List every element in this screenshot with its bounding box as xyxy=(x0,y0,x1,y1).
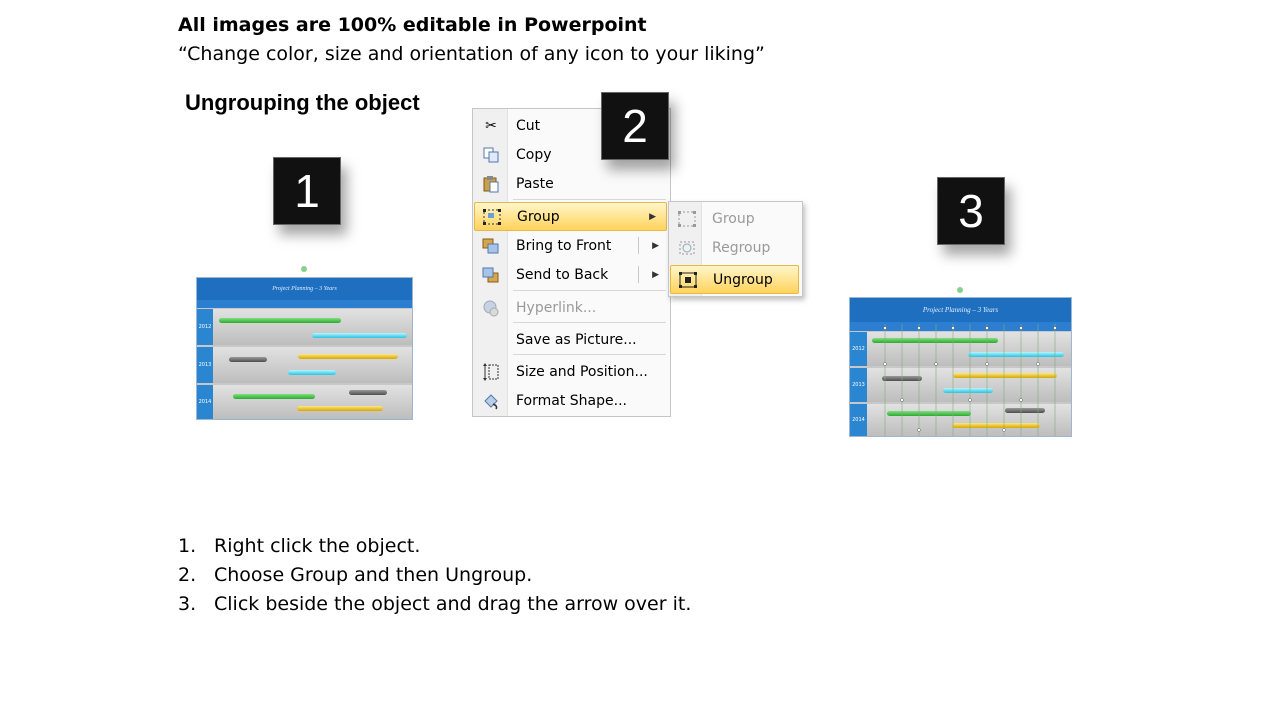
menu-item-format-shape[interactable] xyxy=(474,387,669,414)
submenu-arrow-icon: ▶ xyxy=(649,211,656,222)
step-badge-1: 1 xyxy=(273,157,341,225)
section-title: Ungrouping the object xyxy=(185,90,420,115)
gantt-year-label: 2013 xyxy=(850,368,867,402)
size-position-icon xyxy=(481,363,501,381)
hyperlink-icon xyxy=(481,299,501,317)
submenu-arrow-icon: ▶ xyxy=(652,269,659,280)
menu-item-label: Copy xyxy=(516,146,552,163)
gantt-bar xyxy=(297,406,383,411)
menu-item-label: Ungroup xyxy=(713,271,773,288)
menu-item-label: Group xyxy=(712,210,755,227)
menu-item-label: Bring to Front xyxy=(516,237,612,254)
header-subtitle: “Change color, size and orientation of any icon to your liking” xyxy=(178,43,765,65)
menu-item-label: Format Shape... xyxy=(516,392,627,409)
send-to-back-icon xyxy=(481,266,501,284)
gantt-bar xyxy=(349,390,387,395)
scissors-icon: ✂ xyxy=(485,117,497,134)
gantt-bar xyxy=(288,370,336,375)
menu-item-bring-to-front[interactable] xyxy=(474,232,669,259)
regroup-icon xyxy=(677,239,697,257)
gantt-bar xyxy=(219,318,341,323)
menu-item-size-and-position[interactable] xyxy=(474,358,669,385)
gantt-year-label: 2014 xyxy=(850,404,867,436)
gantt-year-label: 2012 xyxy=(850,332,867,366)
step-badge-2: 2 xyxy=(601,92,669,160)
menu-item-label: Regroup xyxy=(712,239,771,256)
step-badge-3: 3 xyxy=(937,177,1005,245)
gantt-bar xyxy=(229,357,267,362)
menu-item-label: Paste xyxy=(516,175,554,192)
paste-icon xyxy=(481,175,501,193)
copy-icon xyxy=(481,146,501,164)
group-icon xyxy=(482,208,502,226)
menu-item-label: Save as Picture... xyxy=(516,331,637,348)
menu-item-label: Hyperlink... xyxy=(516,299,597,316)
menu-item-label: Send to Back xyxy=(516,266,609,283)
menu-item-label: Size and Position... xyxy=(516,363,648,380)
gantt-thumbnail-grouped[interactable] xyxy=(196,277,413,420)
header-title: All images are 100% editable in Powerpoint xyxy=(178,14,647,36)
gantt-bar xyxy=(298,354,398,359)
gantt-bar xyxy=(233,394,315,399)
selection-handles xyxy=(850,298,1071,436)
menu-item-group[interactable] xyxy=(474,202,667,231)
format-shape-icon xyxy=(481,392,501,410)
submenu-item-ungroup[interactable] xyxy=(670,265,799,294)
gantt-year-label: 2014 xyxy=(197,385,213,419)
rotation-handle[interactable] xyxy=(301,266,307,272)
submenu-arrow-icon: ▶ xyxy=(652,240,659,251)
ungroup-icon xyxy=(678,271,698,289)
submenu-item-regroup[interactable] xyxy=(670,234,801,261)
group-submenu xyxy=(668,201,803,297)
menu-item-paste[interactable] xyxy=(474,170,669,197)
menu-item-label: Cut xyxy=(516,117,541,134)
group-icon xyxy=(677,210,697,228)
gantt-title: Project Planning – 3 Years xyxy=(197,278,412,300)
menu-item-save-as-picture[interactable] xyxy=(474,326,669,353)
gantt-year-label: 2013 xyxy=(197,347,213,383)
bring-to-front-icon xyxy=(481,237,501,255)
rotation-handle[interactable] xyxy=(957,287,963,293)
gantt-title: Project Planning – 3 Years xyxy=(850,298,1071,322)
menu-item-send-to-back[interactable] xyxy=(474,261,669,288)
gantt-bar xyxy=(312,333,407,338)
menu-item-label: Group xyxy=(517,208,560,225)
menu-item-hyperlink[interactable] xyxy=(474,294,669,321)
gantt-thumbnail-ungrouped[interactable] xyxy=(849,297,1072,437)
gantt-year-label: 2012 xyxy=(197,309,213,345)
submenu-item-group[interactable] xyxy=(670,205,801,232)
